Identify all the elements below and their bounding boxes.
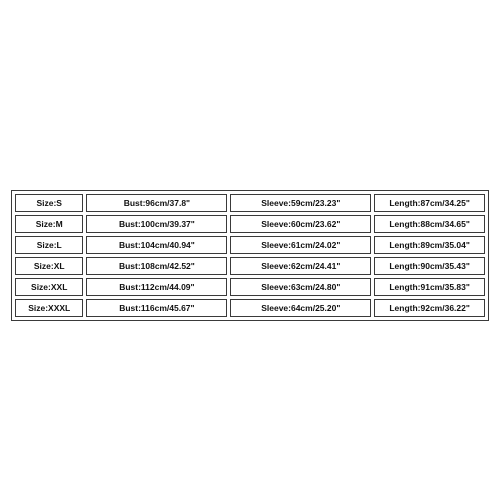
length-cell: Length:90cm/35.43" bbox=[374, 257, 485, 275]
length-cell: Length:88cm/34.65" bbox=[374, 215, 485, 233]
table-row bbox=[15, 236, 485, 254]
size-cell: Size:M bbox=[15, 215, 83, 233]
sleeve-cell: Sleeve:63cm/24.80" bbox=[230, 278, 371, 296]
bust-cell: Bust:96cm/37.8" bbox=[86, 194, 227, 212]
table-row bbox=[15, 299, 485, 317]
length-cell: Length:87cm/34.25" bbox=[374, 194, 485, 212]
size-cell: Size:XL bbox=[15, 257, 83, 275]
table-row bbox=[15, 257, 485, 275]
bust-cell: Bust:116cm/45.67" bbox=[86, 299, 227, 317]
sleeve-cell: Sleeve:62cm/24.41" bbox=[230, 257, 371, 275]
length-cell: Length:89cm/35.04" bbox=[374, 236, 485, 254]
size-cell: Size:XXL bbox=[15, 278, 83, 296]
length-cell: Length:91cm/35.83" bbox=[374, 278, 485, 296]
sleeve-cell: Sleeve:61cm/24.02" bbox=[230, 236, 371, 254]
bust-cell: Bust:112cm/44.09" bbox=[86, 278, 227, 296]
table-row bbox=[15, 194, 485, 212]
bust-cell: Bust:108cm/42.52" bbox=[86, 257, 227, 275]
size-cell: Size:XXXL bbox=[15, 299, 83, 317]
sleeve-cell: Sleeve:60cm/23.62" bbox=[230, 215, 371, 233]
size-cell: Size:S bbox=[15, 194, 83, 212]
length-cell: Length:92cm/36.22" bbox=[374, 299, 485, 317]
bust-cell: Bust:104cm/40.94" bbox=[86, 236, 227, 254]
sleeve-cell: Sleeve:59cm/23.23" bbox=[230, 194, 371, 212]
table-row bbox=[15, 278, 485, 296]
size-cell: Size:L bbox=[15, 236, 83, 254]
sleeve-cell: Sleeve:64cm/25.20" bbox=[230, 299, 371, 317]
table-row bbox=[15, 215, 485, 233]
bust-cell: Bust:100cm/39.37" bbox=[86, 215, 227, 233]
size-chart-table bbox=[11, 190, 489, 321]
